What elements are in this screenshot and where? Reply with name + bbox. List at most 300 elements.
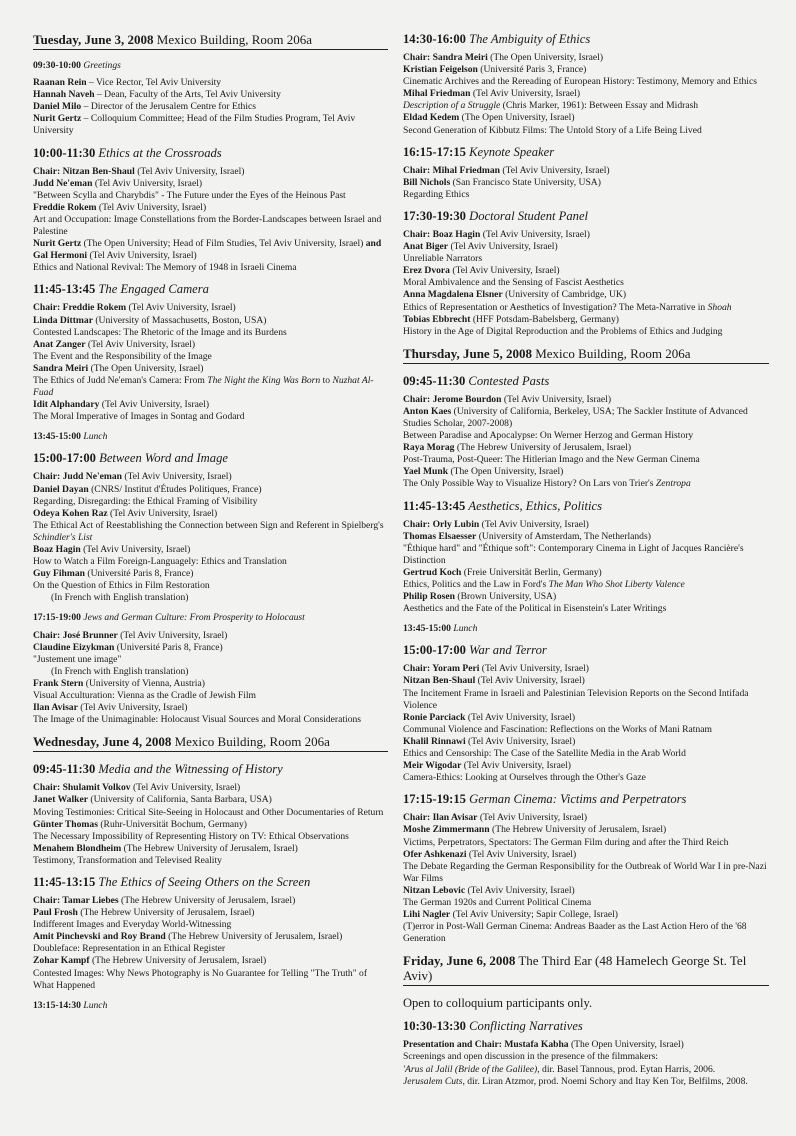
session-time: 17:15-19:00	[33, 612, 81, 624]
speaker-name: Chair: Shulamit Volkov	[33, 782, 131, 794]
speaker-name: Lihi Nagler	[403, 909, 451, 921]
speaker-name: Thomas Elsaesser	[403, 530, 477, 542]
line-text: (Freie Universität Berlin, Germany)	[461, 566, 602, 578]
speaker-name: and Gal Hermoni	[33, 238, 382, 262]
session-line	[33, 592, 388, 604]
session-line	[33, 399, 388, 411]
session-line	[33, 496, 388, 508]
session-line	[33, 690, 388, 702]
line-text: (Tel Aviv University, Israel)	[77, 702, 188, 714]
program-column-right	[403, 32, 769, 1136]
line-text: (Tel Aviv University, Israel)	[470, 88, 581, 100]
session-line	[403, 314, 769, 326]
line-text: Art and Occupation: Image Constellations from the Border-Landscapes between Israel and Palestine	[33, 213, 382, 238]
speaker-name: Kristian Feigelson	[403, 64, 478, 76]
line-text: Screenings and open discussion in the presence of the filmmakers:	[403, 1051, 658, 1063]
speaker-name: Claudine Eizykman	[33, 641, 115, 653]
session-line	[403, 1076, 769, 1088]
session-line	[403, 688, 769, 712]
speaker-name: Nitzan Lebovic	[403, 884, 466, 896]
session-time: 17:30-19:30	[403, 208, 466, 223]
session-line	[403, 603, 769, 615]
session	[403, 209, 769, 338]
session-line	[403, 125, 769, 137]
session-line	[33, 363, 388, 375]
session-line	[33, 327, 388, 339]
session-title: Greetings	[83, 60, 121, 71]
line-text: Between Paradise and Apocalypse: On Werner Herzog and German History	[403, 430, 694, 442]
session-line	[403, 519, 769, 531]
session-heading	[33, 146, 388, 161]
session-line	[403, 861, 769, 885]
session-line	[403, 837, 769, 849]
session-heading	[33, 762, 388, 777]
line-text: (HFF Potsdam-Babelsberg, Germany)	[470, 313, 619, 325]
speaker-name: Odeya Kohen Raz	[33, 507, 108, 519]
line-text: The Image of the Unimaginable: Holocaust Visual Sources and Moral Considerations	[33, 714, 362, 726]
speaker-name: Ofer Ashkenazi	[403, 848, 467, 860]
session-title: The Engaged Camera	[98, 282, 209, 297]
speaker-name: Presentation and Chair: Mustafa Kabha	[403, 1039, 569, 1051]
session-line	[403, 189, 769, 201]
speaker-name: Boaz Hagin	[33, 544, 81, 555]
session-line	[403, 406, 769, 430]
speaker-name: Chair: José Brunner	[33, 629, 118, 641]
line-text: (Tel Aviv University, Israel)	[80, 544, 191, 555]
session-title: Lunch	[453, 623, 478, 635]
day-venue: Mexico Building, Room 206a	[171, 734, 330, 750]
line-text: (University of Vienna, Austria)	[83, 677, 205, 689]
session-time: 13:45-15:00	[33, 431, 81, 443]
speaker-name: Chair: Ilan Avisar	[403, 812, 478, 824]
speaker-name: Linda Dittmar	[33, 314, 93, 326]
speaker-name: Raya Morag	[403, 442, 455, 454]
work-title: Shoah	[707, 301, 732, 313]
line-text: (Tel Aviv University, Israel)	[96, 201, 207, 213]
speaker-name: Gertrud Koch	[403, 566, 462, 578]
session	[33, 1000, 388, 1012]
session-title: Aesthetics, Ethics, Politics	[468, 498, 603, 513]
session-line	[403, 748, 769, 760]
session-time: 13:15-14:30	[33, 999, 81, 1011]
speaker-name: Daniel Milo	[33, 101, 82, 113]
line-text: The Necessary Impossibility of Representing History on TV: Ethical Observations	[33, 830, 349, 842]
session-heading	[33, 60, 388, 72]
session-line	[33, 782, 388, 794]
line-text: (Tel Aviv University, Israel)	[465, 735, 576, 747]
session-line	[33, 855, 388, 867]
session-line	[403, 64, 769, 76]
session-line	[403, 466, 769, 478]
speaker-name: Khalil Rinnawi	[403, 735, 466, 747]
speaker-name: Amit Pinchevski and Roy Brand	[33, 931, 166, 943]
session-line	[403, 567, 769, 579]
session-line	[403, 76, 769, 88]
session-heading	[33, 875, 388, 890]
speaker-name: Nurit Gertz	[33, 113, 82, 125]
line-text: Aesthetics and the Fate of the Political in Eisenstein's Later Writings	[403, 603, 667, 615]
day-venue: Mexico Building, Room 206a	[153, 32, 313, 47]
line-text: The Incitement Frame in Israeli and Palestinian Television Reports on the Second Intifada Violence	[403, 687, 749, 711]
access-note: Open to colloquium participants only.	[403, 996, 593, 1011]
speaker-name: Anton Kaes	[403, 405, 452, 417]
session-line	[33, 642, 388, 654]
session-line	[403, 531, 769, 543]
session-time: 10:00-11:30	[33, 145, 96, 160]
session-heading	[403, 145, 769, 160]
line-text: (Tel Aviv University, Israel)	[480, 228, 590, 240]
work-title: Nuzhat Al-Fuad	[33, 374, 374, 399]
session-line	[403, 454, 769, 466]
session-line	[33, 919, 388, 931]
session-line	[33, 411, 388, 423]
line-text: (Tel Aviv University, Israel)	[477, 812, 588, 824]
line-text: "Between Scylla and Charybdis" - The Future under the Eyes of the Heinous Past	[33, 189, 346, 201]
session-time: 14:30-16:00	[403, 32, 466, 46]
session-line	[403, 177, 769, 189]
line-text: (The Hebrew University of Jerusalem, Israel)	[121, 842, 298, 854]
session-line	[403, 52, 769, 64]
session	[403, 145, 769, 201]
session-title: Lunch	[83, 999, 108, 1011]
line-text: The German 1920s and Current Political Cinema	[403, 896, 592, 908]
session-line	[33, 654, 388, 666]
session-line	[403, 229, 769, 241]
line-text: (Brown University, USA)	[454, 591, 557, 603]
session	[33, 762, 388, 867]
line-text: Post-Trauma, Post-Queer: The Hitlerian Imago and the New German Cinema	[403, 454, 700, 466]
line-text: (Tel Aviv University, Israel)	[501, 393, 612, 405]
line-text: (The Hebrew University of Jerusalem, Israel)	[165, 931, 343, 943]
session-line	[403, 675, 769, 687]
session-line	[33, 568, 388, 580]
session-line	[33, 556, 388, 568]
session-heading	[403, 643, 769, 658]
session-heading	[33, 612, 388, 624]
session-title: Conflicting Narratives	[469, 1019, 583, 1034]
line-text: (Tel Aviv University, Israel)	[134, 165, 245, 177]
session	[403, 374, 769, 491]
line-text: Contested Images: Why News Photography is No Guarantee for Telling "The Truth" of What Happened	[33, 967, 368, 991]
language-note: (In French with English translation)	[51, 665, 189, 677]
line-text: Victims, Perpetrators, Spectators: The German Film during and after the Third Reich	[403, 836, 729, 848]
session-time: 16:15-17:15	[403, 144, 466, 159]
line-text: (The Hebrew University of Jerusalem, Israel)	[489, 824, 667, 836]
line-text: History in the Age of Digital Reproduction and the Problems of Ethics and Judging	[403, 325, 723, 337]
session-line	[403, 100, 769, 112]
session-title: German Cinema: Victims and Perpetrators	[469, 792, 687, 807]
speaker-name: Raanan Rein	[33, 77, 87, 89]
speaker-name: Chair: Tamar Liebes	[33, 894, 119, 906]
session-line	[403, 921, 769, 945]
session-line	[403, 277, 769, 289]
session-line	[403, 824, 769, 836]
session-line	[33, 955, 388, 967]
language-note: (In French with English translation)	[51, 592, 189, 604]
work-title: Jerusalem Cuts	[403, 1075, 463, 1087]
line-text: (The Open University; Head of Film Studies, Tel Aviv University, Israel)	[81, 238, 366, 250]
session-line	[33, 630, 388, 642]
session-line	[403, 724, 769, 736]
line-text: The Only Possible Way to Visualize History? On Lars von Trier's	[403, 478, 656, 490]
line-text: (University of California, Santa Barbara, USA)	[88, 794, 272, 806]
session-line	[403, 1039, 769, 1051]
line-text: "Éthique hard" and "Éthique soft": Contemporary Cinema in Light of Jacques Rancière's Distinction	[403, 542, 744, 566]
session-line	[403, 579, 769, 591]
session-time: 09:30-10:00	[33, 60, 81, 71]
session-line	[33, 580, 388, 592]
day-venue: The Third Ear (48 Hamelech George St. Tel Aviv)	[403, 953, 747, 984]
line-text: (Tel Aviv University, Israel)	[449, 265, 560, 277]
line-text: (Université Paris 8, France)	[114, 641, 223, 653]
session-line	[33, 931, 388, 943]
work-title: The Night the King Was Born	[207, 374, 321, 386]
session-title: Doctoral Student Panel	[469, 208, 589, 223]
speaker-name: Bill Nichols	[403, 176, 451, 188]
line-text: (Tel Aviv University, Israel)	[117, 629, 228, 641]
line-text: (Tel Aviv University, Israel)	[130, 782, 241, 794]
line-text: Regarding Ethics	[403, 188, 470, 200]
speaker-name: Tobias Ebbrecht	[403, 313, 471, 325]
speaker-name: Paul Frosh	[33, 907, 78, 919]
speaker-name: Chair: Sandra Meiri	[403, 52, 488, 63]
work-title: Zentropa	[655, 478, 691, 490]
session-line	[33, 375, 388, 399]
line-text: The Moral Imperative of Images in Sontag and Godard	[33, 411, 245, 423]
session-title: The Ambiguity of Ethics	[469, 32, 591, 46]
session-line	[403, 442, 769, 454]
session-line	[33, 666, 388, 678]
line-text: (Tel Aviv University, Israel)	[465, 884, 575, 896]
speaker-name: Mihal Friedman	[403, 88, 471, 100]
line-text: (The Hebrew University of Jerusalem, Israel)	[118, 894, 296, 906]
speaker-name: Guy Fihman	[33, 568, 85, 580]
session-line	[403, 165, 769, 177]
speaker-name: Menahem Blondheim	[33, 842, 122, 854]
speaker-name: Moshe Zimmermann	[403, 824, 490, 836]
session-heading	[403, 209, 769, 224]
session	[403, 1019, 769, 1087]
session-line	[403, 265, 769, 277]
line-text: (Tel Aviv University; Sapir College, Israel)	[450, 909, 618, 921]
line-text: (The Hebrew University of Jerusalem, Israel)	[77, 907, 255, 919]
session	[403, 623, 769, 635]
line-text: Cinematic Archives and the Rereading of European History: Testimony, Memory and Ethics	[403, 76, 757, 88]
line-text: – Dean, Faculty of the Arts, Tel Aviv University	[94, 89, 281, 101]
session-heading	[33, 451, 388, 466]
line-text: (The Open University, Israel)	[568, 1039, 684, 1051]
line-text: Ethics and Censorship: The Case of the Satellite Media in the Arab World	[403, 748, 686, 760]
session-line	[33, 843, 388, 855]
session-line	[33, 339, 388, 351]
speaker-name: Anat Zanger	[33, 338, 86, 350]
session-line	[403, 760, 769, 772]
session-line	[403, 241, 769, 253]
session-line	[33, 907, 388, 919]
line-text: – Colloquium Committee; Head of the Film Studies Program, Tel Aviv University	[33, 113, 356, 137]
session-heading	[33, 282, 388, 297]
line-text: (Tel Aviv University, Israel)	[126, 302, 236, 314]
session-line	[403, 302, 769, 314]
session-line	[403, 478, 769, 490]
day-date: Friday, June 6, 2008	[403, 953, 516, 969]
line-text: (Tel Aviv University, Israel)	[461, 760, 571, 772]
session-line	[403, 430, 769, 442]
speaker-name: Judd Ne'eman	[33, 177, 93, 189]
session	[33, 60, 388, 138]
line-text: The Ethics of Judd Ne'eman's Camera: From	[33, 374, 208, 386]
speaker-name: Frank Stern	[33, 677, 84, 689]
session	[33, 282, 388, 423]
line-text: – Director of the Jerusalem Centre for Ethics	[81, 101, 256, 113]
line-text: (T)error in Post-Wall German Cinema: Andreas Baader as the Last Action Hero of the '68 Generation	[403, 921, 747, 945]
session-time: 11:45-13:15	[33, 874, 96, 889]
session-line	[403, 909, 769, 921]
speaker-name: Zohar Kampf	[33, 955, 90, 967]
session-title: War and Terror	[469, 643, 547, 658]
line-text: Indifferent Images and Everyday World-Witnessing	[33, 919, 232, 931]
session-title: Between Word and Image	[99, 451, 228, 466]
speaker-name: Hannah Naveh	[33, 89, 95, 101]
line-text: (Tel Aviv University, Israel)	[500, 164, 610, 176]
line-text: (The Hebrew University of Jerusalem, Israel)	[89, 955, 267, 967]
speaker-name: Anna Magdalena Elsner	[403, 289, 503, 301]
line-text: , dir. Liran Atzmor, prod. Noemi Schory and Itay Ken Tor, Belfilms, 2008.	[462, 1075, 748, 1087]
session-line	[33, 520, 388, 544]
session-heading	[33, 431, 388, 443]
line-text: (The Open University, Israel)	[448, 466, 564, 478]
line-text: Visual Acculturation: Vienna as the Cradle of Jewish Film	[33, 690, 257, 702]
line-text: Ethics of Representation or Aesthetics of Investigation? The Meta-Narrative in	[403, 301, 708, 313]
session-line	[33, 819, 388, 831]
session-line	[33, 190, 388, 202]
session-line	[33, 702, 388, 714]
session-line	[403, 1051, 769, 1063]
line-text: The Event and the Responsibility of the Image	[33, 350, 212, 362]
session	[33, 146, 388, 275]
session-line	[33, 202, 388, 214]
speaker-name: Ilan Avisar	[33, 702, 78, 714]
day-header	[33, 734, 388, 752]
session-line	[403, 736, 769, 748]
speaker-name: Ronie Parciack	[403, 711, 466, 723]
work-title: The Man Who Shot Liberty Valence	[548, 579, 685, 590]
session-line	[33, 214, 388, 238]
line-text: Unreliable Narrators	[403, 253, 483, 265]
day-venue: Mexico Building, Room 206a	[531, 345, 691, 361]
speaker-name: Nurit Gertz	[33, 238, 82, 250]
session-line	[403, 849, 769, 861]
speaker-name: Erez Dvora	[403, 265, 450, 277]
session	[33, 612, 388, 726]
session-line	[33, 831, 388, 843]
session-line	[33, 351, 388, 363]
speaker-name: Philip Rosen	[403, 591, 455, 603]
line-text: Camera-Ethics: Looking at Ourselves through the Other's Gaze	[403, 772, 646, 784]
line-text: Contested Landscapes: The Rhetoric of the Image and its Burdens	[33, 326, 287, 338]
session-line	[33, 794, 388, 806]
line-text: (Tel Aviv University, Israel)	[479, 518, 589, 530]
session-line	[33, 714, 388, 726]
session-line	[33, 262, 388, 274]
line-text: Doubleface: Representation in an Ethical Register	[33, 943, 226, 955]
line-text: Testimony, Transformation and Televised Reality	[33, 854, 222, 866]
session-time: 11:45-13:45	[403, 498, 466, 513]
line-text: (University of Cambridge, UK)	[502, 289, 627, 301]
line-text: Moving Testimonies: Critical Site-Seeing in Holocaust and Other Documentaries of Return	[33, 806, 384, 818]
session-heading	[403, 1019, 769, 1034]
session	[33, 431, 388, 443]
session-line	[33, 77, 388, 89]
session-line	[33, 943, 388, 955]
session-line	[403, 663, 769, 675]
speaker-name: Chair: Freddie Rokem	[33, 302, 127, 314]
day-date: Tuesday, June 3, 2008	[33, 32, 154, 47]
line-text: (Tel Aviv University, Israel)	[87, 250, 197, 262]
line-text: Ethics, Politics and the Law in Ford's	[403, 579, 549, 590]
session-line	[403, 885, 769, 897]
session-line	[403, 1064, 769, 1076]
session-heading	[33, 1000, 388, 1012]
line-text: (Tel Aviv University, Israel)	[85, 338, 196, 350]
session-line	[33, 678, 388, 690]
day-header	[403, 953, 769, 986]
line-text: (Tel Aviv University, Israel)	[465, 711, 576, 723]
session-line	[33, 315, 388, 327]
session-line	[403, 543, 769, 567]
session	[33, 875, 388, 992]
speaker-name: Daniel Dayan	[33, 483, 89, 495]
speaker-name: Chair: Yoram Peri	[403, 663, 480, 675]
speaker-name: Chair: Nitzan Ben-Shaul	[33, 165, 135, 177]
line-text: Second Generation of Kibbutz Films: The Untold Story of a Life Being Lived	[403, 124, 702, 136]
line-text: Moral Ambivalence and the Sensing of Fascist Aesthetics	[403, 277, 624, 289]
session-title: Jews and German Culture: From Prosperity to Holocaust	[83, 612, 305, 624]
speaker-name: Chair: Boaz Hagin	[403, 228, 481, 240]
line-text: (Tel Aviv University, Israel)	[448, 241, 558, 253]
line-text: (The Open University, Israel)	[487, 52, 604, 63]
session-line	[403, 112, 769, 124]
session-heading	[403, 623, 769, 635]
line-text: , dir. Basel Tannous, prod. Eytan Harris, 2006.	[537, 1063, 716, 1075]
line-text: (The Open University, Israel)	[88, 362, 204, 374]
day-header	[33, 32, 388, 50]
session-heading	[403, 32, 769, 47]
line-text: Communal Violence and Fascination: Reflections on the Works of Mani Ratnam	[403, 723, 712, 735]
line-text: (San Francisco State University, USA)	[450, 176, 601, 188]
session-title: Contested Pasts	[468, 373, 550, 388]
speaker-name: Chair: Mihal Friedman	[403, 164, 500, 176]
speaker-name: Sandra Meiri	[33, 362, 89, 374]
session-line	[403, 394, 769, 406]
speaker-name: Chair: Judd Ne'eman	[33, 471, 123, 483]
session-heading	[403, 374, 769, 389]
session-heading	[403, 792, 769, 807]
speaker-name: Chair: Orly Lubin	[403, 518, 480, 530]
speaker-name: Chair: Jerome Bourdon	[403, 393, 502, 405]
line-text: (University of Massachusetts, Boston, USA)	[92, 314, 267, 326]
session-line	[33, 484, 388, 496]
session-time: 10:30-13:30	[403, 1019, 466, 1034]
session	[33, 451, 388, 604]
session	[403, 643, 769, 784]
session-line	[33, 178, 388, 190]
session-title: Media and the Witnessing of History	[98, 762, 283, 777]
session-title: The Ethics of Seeing Others on the Screen	[98, 874, 311, 889]
session-line	[403, 772, 769, 784]
work-title: 'Arus al Jalil (Bride of the Galilee)	[403, 1063, 538, 1075]
speaker-name: Freddie Rokem	[33, 201, 97, 213]
